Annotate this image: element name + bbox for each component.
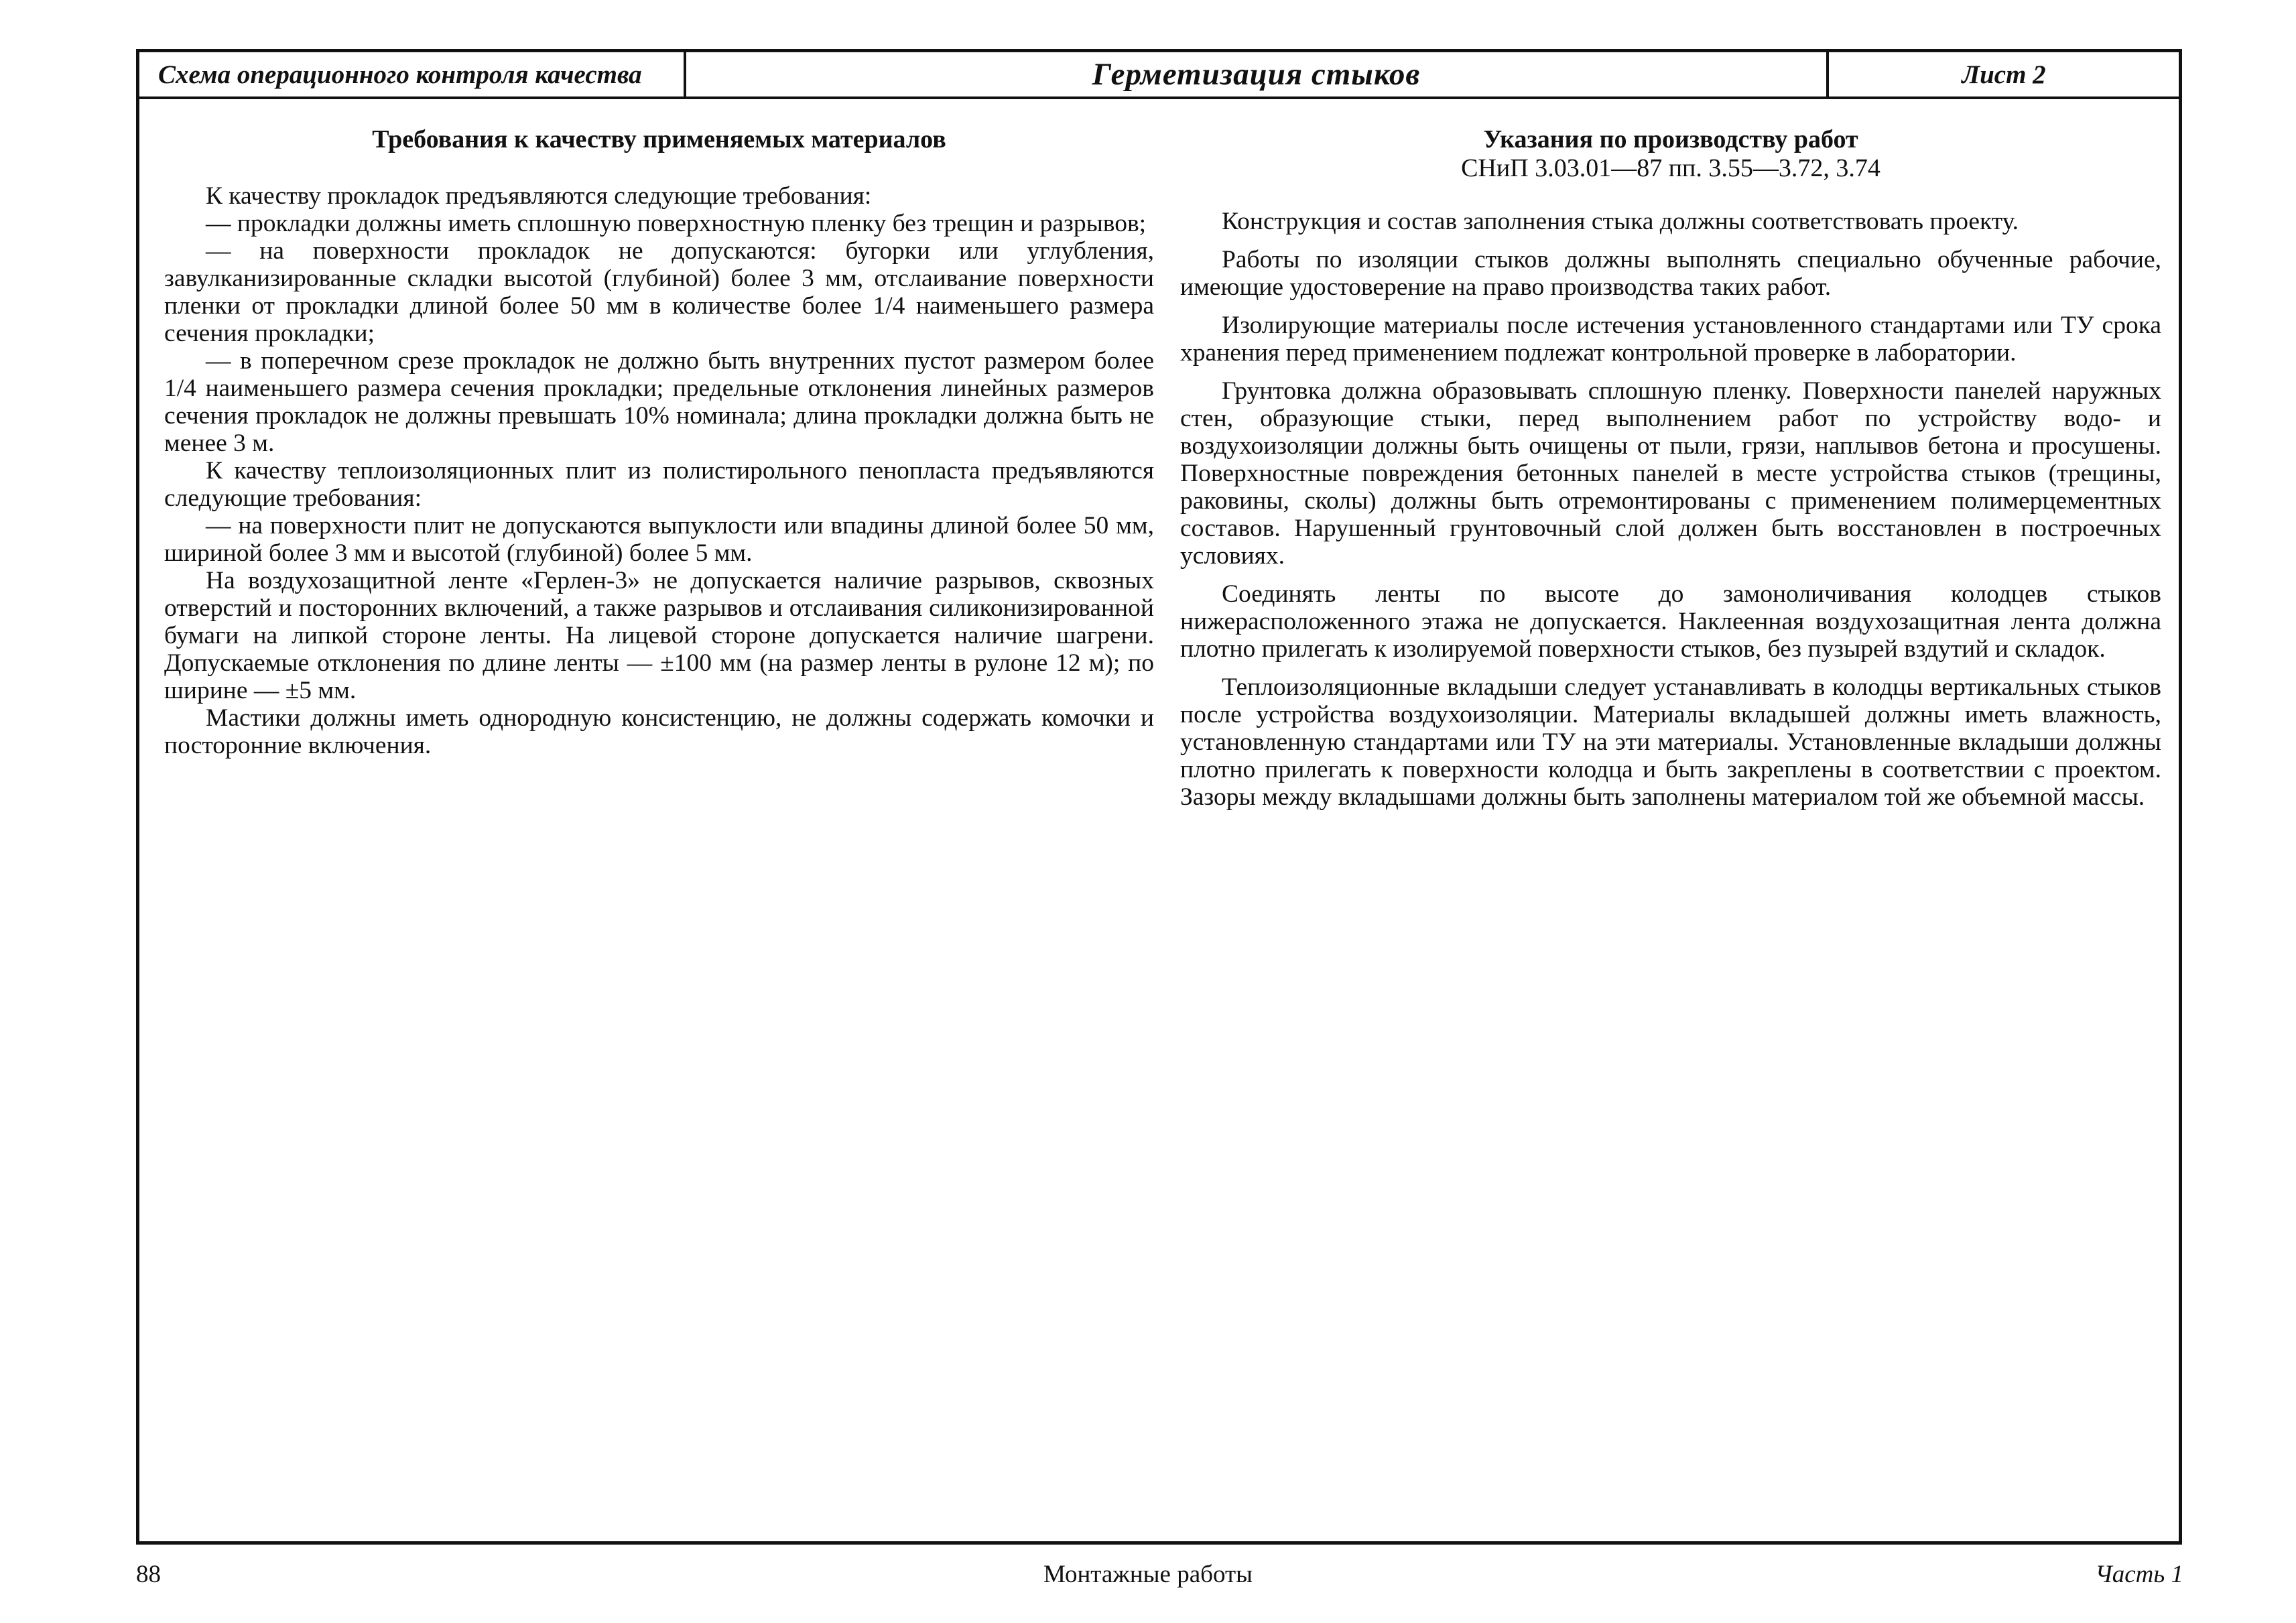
paragraph: Грунтовка должна образовывать сплошную пленку. Поверхности панелей наружных стен, образующие стыки, перед выполнением работ по устройству водо- и воздухоизоляции должны быть очищены от пыли, грязи, наплывов бетона и просушены. Поверхностные повреждения бетонных панелей в месте устройства стыков (трещины, раковины, сколы) должны быть отремонтированы с применением полимерцементных составов. Нарушенный грунтовочный слой должен быть восстановлен в построечных условиях. — [1180, 377, 2161, 570]
paragraph: — в поперечном срезе прокладок не должно быть внутренних пустот размером более 1/4 наименьшего размера сечения прокладки; предельные отклонения линейных размеров сечения прокладок не должны превышать 10% номинала; длина прокладки должна быть не менее 3 м. — [164, 347, 1154, 457]
paragraph: К качеству теплоизоляционных плит из полистирольного пенопласта предъявляются следующие требования: — [164, 457, 1154, 512]
header-scheme-label: Схема операционного контроля качества — [139, 52, 686, 96]
header-table — [139, 52, 2179, 99]
footer-part-label: Часть 1 — [2095, 1561, 2183, 1588]
right-column-subtitle: СНиП 3.03.01—87 пп. 3.55—3.72, 3.74 — [1461, 154, 1880, 182]
footer-section-title: Монтажные работы — [1043, 1561, 1253, 1588]
paragraph: Соединять ленты по высоте до замоноличивания колодцев стыков нижерасположенного этажа не допускается. Наклеенная воздухозащитная лента должна плотно прилегать к изолируемой поверхности стыков, без пузырей вздутий и складок. — [1180, 580, 2161, 663]
paragraph: На воздухозащитной ленте «Герлен-3» не допускается наличие разрывов, сквозных отверстий и посторонних включений, а также разрывов и отслаивания силиконизированной бумаги на липкой стороне ленты. На лицевой стороне допускается наличие шагрени. Допускаемые отклонения по длине ленты — ±100 мм (на размер ленты в рулоне 12 м); по ширине — ±5 мм. — [164, 567, 1154, 704]
header-sheet-number: Лист 2 — [1962, 60, 2046, 89]
right-column — [1180, 125, 2161, 822]
page-frame — [136, 49, 2182, 1545]
footer-page-number: 88 — [136, 1561, 161, 1588]
paragraph: Работы по изоляции стыков должны выполнять специально обученные рабочие, имеющие удостоверение на право производства таких работ. — [1180, 246, 2161, 301]
paragraph: — прокладки должны иметь сплошную поверхностную пленку без трещин и разрывов; — [206, 210, 1147, 237]
paragraph: Теплоизоляционные вкладыши следует устанавливать в колодцы вертикальных стыков после устройства воздухоизоляции. Материалы вкладышей должны иметь влажность, установленную стандартами или ТУ на эти материалы. Установленные вкладыши должны плотно прилегать к поверхности колодца и быть закреплены в соответствии с проектом. Зазоры между вкладышами должны быть заполнены материалом той же объемной массы. — [1180, 673, 2161, 811]
header-title: Герметизация стыков — [686, 52, 1829, 96]
left-column-title: Требования к качеству применяемых материалов — [372, 125, 946, 153]
paragraph: Мастики должны иметь однородную консистенцию, не должны содержать комочки и посторонние включения. — [164, 704, 1154, 759]
paragraph: — на поверхности плит не допускаются выпуклости или впадины длиной более 50 мм, шириной более 3 мм и высотой (глубиной) более 5 мм. — [164, 512, 1154, 567]
right-column-title: Указания по производству работ — [1483, 125, 1858, 153]
left-column — [164, 125, 1154, 759]
paragraph: К качеству прокладок предъявляются следующие требования: — [206, 182, 872, 210]
paragraph: Изолирующие материалы после истечения установленного стандартами или ТУ срока хранения перед применением подлежат контрольной проверке в лаборатории. — [1180, 312, 2161, 367]
paragraph: Конструкция и состав заполнения стыка должны соответствовать проекту. — [1222, 208, 2019, 235]
paragraph: — на поверхности прокладок не допускаются: бугорки или углубления, завулканизированные складки высотой (глубиной) более 3 мм, отслаивание поверхности пленки от прокладки длиной более 50 мм в количестве более 1/4 наименьшего размера сечения прокладки; — [164, 237, 1154, 347]
